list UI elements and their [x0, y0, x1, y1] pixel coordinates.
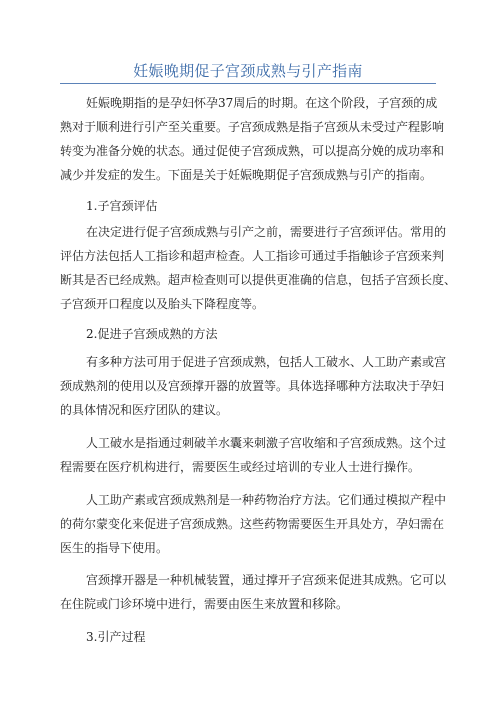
section-heading: 1.子宫颈评估 [86, 199, 158, 213]
paragraph-line: 断其是否已经成熟。超声检查则可以提供更准确的信息，包括子宫颈长度、 [60, 273, 457, 287]
paragraph-line: 熟对于顺利进行引产至关重要。子宫颈成熟是指子宫颈从未受过产程影响 [60, 120, 445, 134]
paragraph-line: 人工破水是指通过刺破羊水囊来刺激子宫收缩和子宫颈成熟。这个过 [86, 436, 447, 450]
paragraph-line: 宫颈撑开器是一种机械装置，通过撑开子宫颈来促进其成熟。它可以 [86, 573, 447, 587]
section-heading: 3.引产过程 [86, 630, 146, 644]
paragraph-line: 在住院或门诊环境中进行，需要由医生来放置和移除。 [60, 597, 349, 611]
paragraph-line: 减少并发症的发生。下面是关于妊娠晚期促子宫颈成熟与引产的指南。 [60, 168, 433, 182]
paragraph-line: 医生的指导下使用。 [60, 541, 169, 555]
title-underline [60, 83, 436, 84]
paragraph-line: 在决定进行促子宫颈成熟与引产之前，需要进行子宫颈评估。常用的 [86, 225, 447, 239]
section-heading: 2.促进子宫颈成熟的方法 [86, 327, 218, 341]
paragraph-line: 评估方法包括人工指诊和超声检查。人工指诊可通过手指触诊子宫颈来判 [60, 249, 445, 263]
paragraph-line: 的具体情况和医疗团队的建议。 [60, 403, 229, 417]
paragraph-line: 的荷尔蒙变化来促进子宫颈成熟。这些药物需要医生开具处方，孕妇需在 [60, 517, 445, 531]
paragraph-line: 子宫颈开口程度以及胎头下降程度等。 [60, 297, 265, 311]
paragraph-line: 人工助产素或宫颈成熟剂是一种药物治疗方法。它们通过模拟产程中 [86, 493, 447, 507]
paragraph-line: 颈成熟剂的使用以及宫颈撑开器的放置等。具体选择哪种方法取决于孕妇 [60, 379, 445, 393]
paragraph-line: 转变为准备分娩的状态。通过促使子宫颈成熟，可以提高分娩的成功率和 [60, 144, 445, 158]
paragraph-line: 程需要在医疗机构进行，需要医生或经过培训的专业人士进行操作。 [60, 460, 421, 474]
document-title: 妊娠晚期促子宫颈成熟与引产指南 [133, 62, 363, 80]
paragraph-line: 有多种方法可用于促进子宫颈成熟，包括人工破水、人工助产素或宫 [86, 355, 447, 369]
paragraph-line: 妊娠晚期指的是孕妇怀孕37周后的时期。在这个阶段，子宫颈的成 [86, 96, 438, 110]
